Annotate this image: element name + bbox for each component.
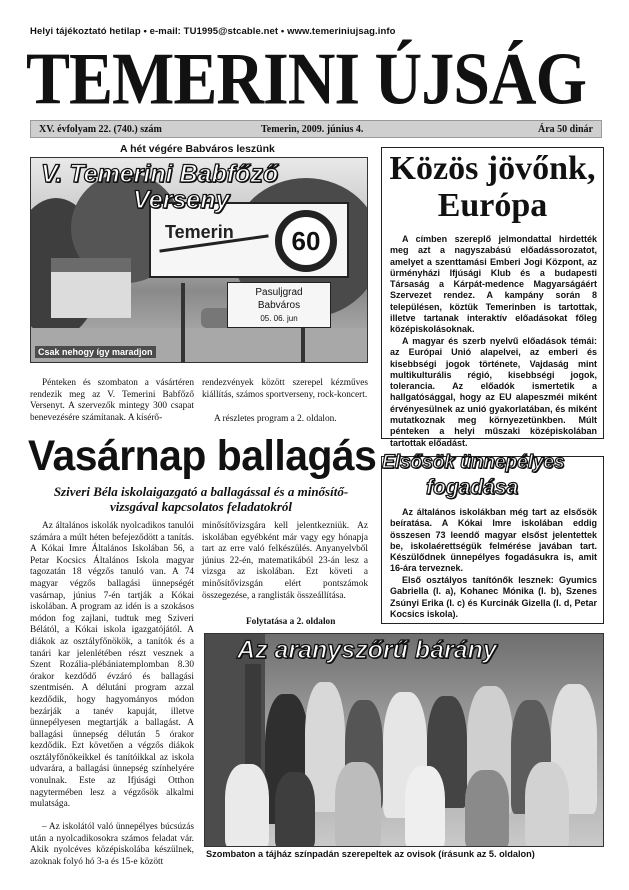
kozos-para2: A magyar és szerb nyelvű előadások témái: az Európai Unió alapelvei, az emberi és kisebbségi jogok története, Vajdaság mint multikulturális régió, kisebbségi jogok, tolerancia. Az előadók ismertetik a hallgatósággal, hogy az EU alapeszméi miként érvényesülnek az unió gyakorlatában, és miként mutatkoznak meg környezetünkben. Múlt pénteken a helyi műszaki középiskolában tartottak előadást. bbox=[390, 336, 597, 448]
ballagas-subtitle: Sziveri Béla iskolaigazgató a ballagással és a minősítő-vizsgával kapcsolatos feladatokról bbox=[53, 484, 349, 514]
babfozo-continued: A részletes program a 2. oldalon. bbox=[214, 414, 337, 424]
issue-date: Temerin, 2009. június 4. bbox=[261, 124, 364, 135]
masthead-title: TEMERINI ÚJSÁG bbox=[26, 38, 586, 121]
elsosok-title-line2: fogadása bbox=[426, 476, 519, 499]
elsosok-para2: Első osztályos tanítónők lesznek: Gyumics Gabriella (I. a), Kohanec Mónika (I. b), Szenes Zsúnyi Erika (I. c) és Kurcinák Gizella (I. d, Petar Kocsics iskola). bbox=[390, 575, 597, 619]
ballagas-title: Vasárnap ballagás bbox=[28, 432, 377, 480]
babfozo-photo bbox=[30, 157, 368, 363]
babfozo-col1: Pénteken és szombaton a vásártéren rendezik meg az V. Temerini Babfőző Versenyt. A szervezők mintegy 300 csapat benevezésére számítanak. A kísérő- bbox=[30, 378, 194, 423]
babfozo-photo-caption: Csak nehogy így maradjon bbox=[35, 346, 156, 358]
kozos-box bbox=[381, 147, 604, 448]
issue-volume: XV. évfolyam 22. (740.) szám bbox=[39, 124, 162, 135]
ballagas-col1: Az általános iskolák nyolcadikos tanulói számára a múlt héten befejeződött a tanítás. A Kókai Imre Általános Iskolában 56, a Petar Kocsics Általános Iskola magyar tagozatán 18 végzős tanuló van. A 74 magyar végzős ballagási ünnepségét vasárnap, június 7-én tartják a Kókai iskolában. A program az idén is a szokásos módon fog zajlani, tudtuk meg Sziveri Bélától, a Kókai iskola igazgatójától. A diákok az osztályfőnökök, a tanítók és a tanári kar jelenlétében részt vesznek a Szent Rozália-plébániatemplomban 8.30 órakor kezdődő évzáró és ballagási szentmisén. A délutáni program azzal kezdődik, hogy hagyományos módon bezárják a tanév kapuját, illetve ünnepélyesen megtartják a ballagást. A ballagási ünnepség délután 5 órakor kezdődik. Ezt követően a végzős diákok osztályfőnökeikkel és tanítóikkal az iskola udvarára, a ballagási ünnepség színhelyére vonulnak. Este az Ifjúsági Otthon nagytermében lesz a végzősök alkalmi mulatsága. bbox=[30, 521, 194, 810]
kozos-para1: A címben szereplő jelmondattal hirdették meg azt a nagyszabású előadássorozatot, amelyet a szenttamási Emberi Jogi Központ, az ürményházi Ifjúsági Klub és a budapesti Társaság a Kárpát-medence Magyarságáért Szervezet rendez. A kampány során 8 településen, köztük Temerinben is tartottak, illetve tartanak interaktív előadásokat főleg középiskolásoknak. bbox=[390, 234, 597, 335]
speed-limit-sign: 60 bbox=[275, 210, 337, 272]
babfozo-col2: rendezvények között szerepel kézműves kiállítás, számos sportverseny, rock-koncert. bbox=[202, 378, 368, 400]
kozos-title-line1: Közös jövőnk, bbox=[389, 150, 596, 187]
barany-photo bbox=[204, 633, 604, 847]
babfozo-title-line2: Verseny bbox=[133, 186, 230, 214]
issue-price: Ára 50 dinár bbox=[538, 124, 593, 135]
barany-title: Az aranyszőrű bárány bbox=[237, 636, 497, 664]
town-sign-text: Temerin bbox=[165, 222, 234, 242]
ballagas-continued: Folytatása a 2. oldalon bbox=[246, 617, 336, 627]
elsosok-para1: Az általános iskolákban még tart az elsősök beíratása. A Kókai Imre iskolában eddig összesen 73 leendő magyar elsőst jelentettek be, iskolaérettségük felmérése javában tart. Készülődnek ünnepélyes fogadásukra is, amit 16-ára terveznek. bbox=[390, 507, 597, 574]
ballagas-col2: minősítővizsgára kell jelentkezniük. Az iskolában egyébként már vagy egy hónapja tart az erre való felkészülés. Anyanyelvből június 22-én, matematikából 23-án lesz a vizsga az iskolában. Ezt követi a minősítővizsgán elért pontszámok összegezése, a ranglisták összeállítása. bbox=[202, 521, 368, 601]
ballagas-col1-b: – Az iskolától való ünnepélyes búcsúzás után a nyolcadikosokra számos feladat vár. Akik nyolcéves középiskolába készülnek, azoknak folyó hó 3-a és 15-e között bbox=[30, 822, 194, 867]
babfozo-kicker: A hét végére Babváros leszünk bbox=[120, 143, 275, 155]
babvaros-sign-line1: Pasuljgrad bbox=[255, 287, 303, 298]
babvaros-sign bbox=[227, 282, 331, 328]
babfozo-title-line1: V. Temerini Babfőző bbox=[41, 160, 279, 188]
issue-info-bar bbox=[30, 120, 602, 138]
elsosok-title-line1: Elsősök ünnepélyes bbox=[382, 452, 565, 473]
masthead-tagline: Helyi tájékoztató hetilap • e-mail: TU1995@stcable.net • www.temeriniujsag.info bbox=[30, 26, 396, 37]
barany-caption: Szombaton a tájház színpadán szerepeltek az ovisok (írásunk az 5. oldalon) bbox=[206, 849, 535, 859]
babvaros-sign-line2: Babváros bbox=[257, 300, 301, 311]
kozos-title-line2: Európa bbox=[437, 187, 548, 224]
babvaros-sign-line3: 05. 06. jun bbox=[260, 314, 298, 323]
